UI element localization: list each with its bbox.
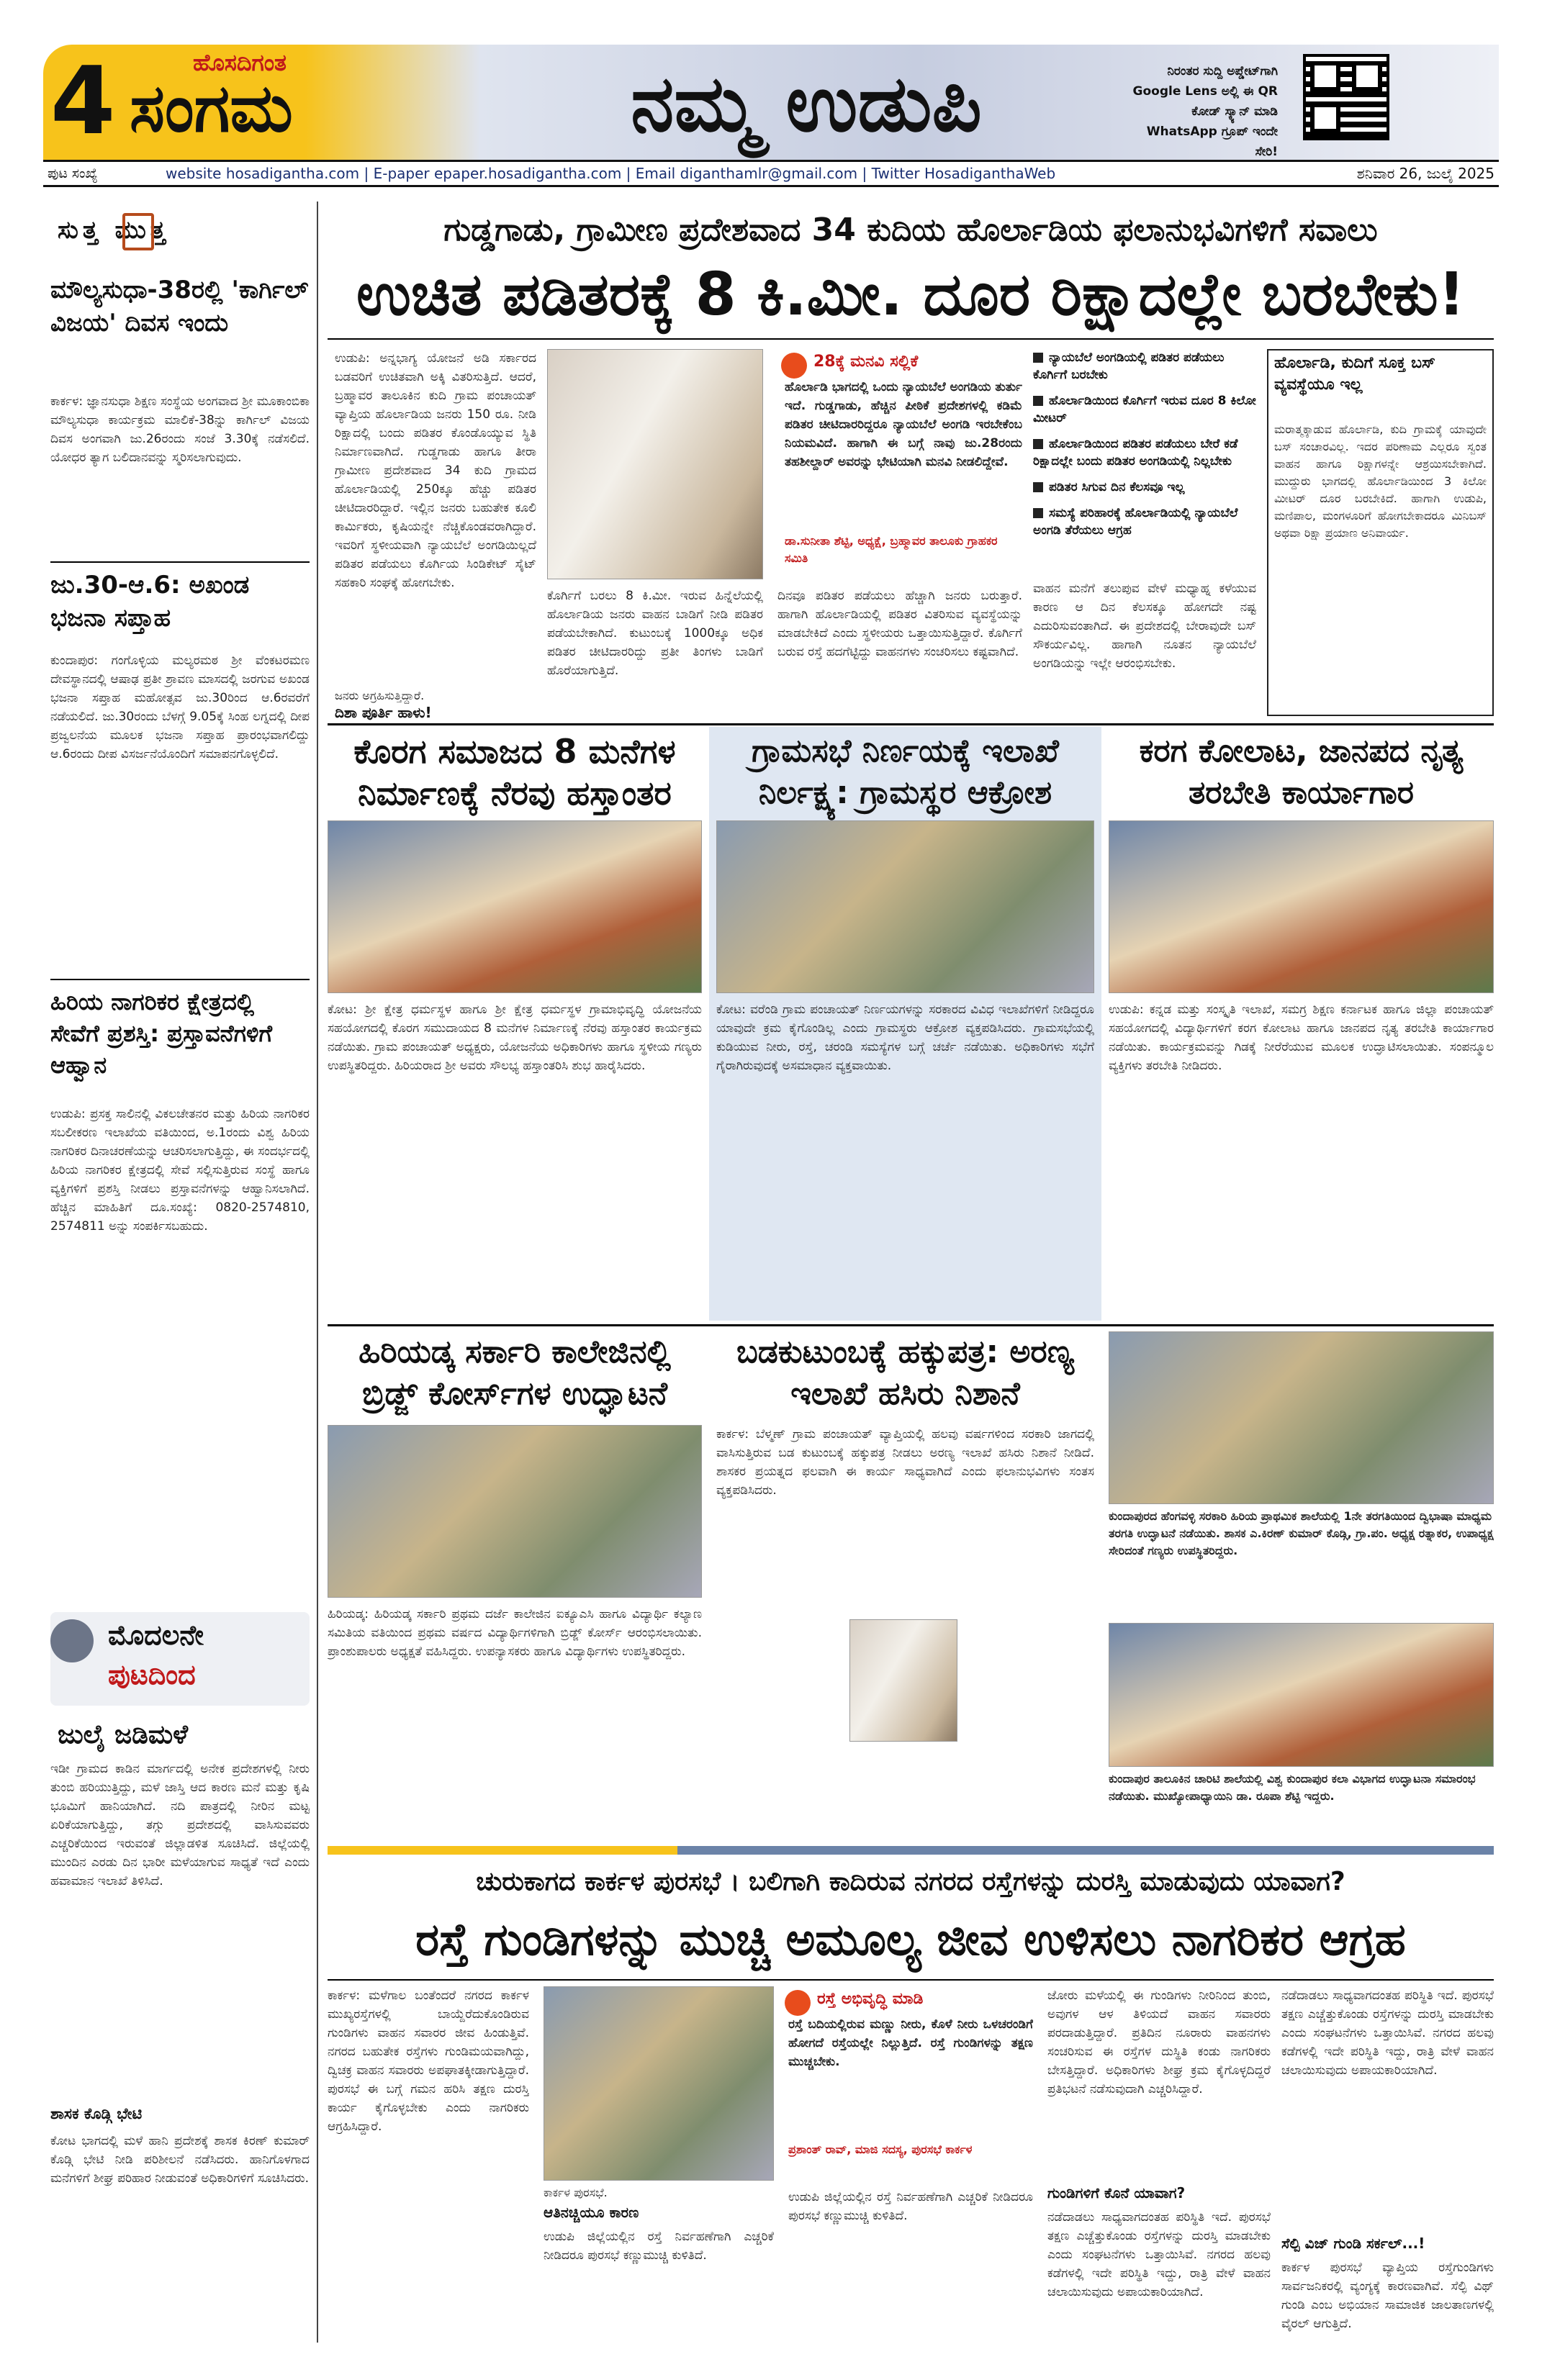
sidebar-title-3: ಹಿರಿಯ ನಾಗರಿಕರ ಕ್ಷೇತ್ರದಲ್ಲಿ ಸೇವೆಗೆ ಪ್ರಶಸ್ತಿ: ಪ್ರಸ್ತಾವನೆಗಳಿಗೆ ಆಹ್ವಾನ — [50, 988, 273, 1079]
bottom-text-3: ನಡೆದಾಡಲು ಸಾಧ್ಯವಾಗದಂತಹ ಪರಿಸ್ಥಿತಿ ಇದೆ. ಪುರಸಭೆ ತಕ್ಷಣ ಎಚ್ಚೆತ್ತುಕೊಂಡು ರಸ್ತೆಗಳನ್ನು ದುರಸ್ತಿ ಮಾಡಬೇಕು ಎಂದು ಸಂಘಟನೆಗಳು ಒತ್ತಾಯಿಸಿವೆ. ನಗರದ ಹಲವು ಕಡೆಗಳಲ್ಲಿ ಇದೇ ಪರಿಸ್ಥಿತಿ ಇದ್ದು, ರಾತ್ರಿ ವೇಳೆ ವಾಹನ ಚಲಾಯಿಸುವುದು ಅಪಾಯಕಾರಿಯಾಗಿದೆ. — [1047, 2210, 1271, 2299]
lead-kicker: ಗುಡ್ಡಗಾಡು, ಗ್ರಾಮೀಣ ಪ್ರದೇಶವಾದ 34 ಕುದಿಯ ಹೊರ್ಲಾಡಿಯ ಫಲಾನುಭವಿಗಳಿಗೆ ಸವಾಲು — [443, 212, 1378, 248]
side-box-title: ಹೊರ್ಲಾಡಿ, ಕುದಿಗೆ ಸೂಕ್ತ ಬಸ್ ವ್ಯವಸ್ಥೆಯೂ ಇಲ್ಲ — [1274, 354, 1435, 394]
bottom-quote-icon — [785, 1990, 811, 2016]
color-bar — [328, 1846, 1494, 1855]
sidebar-text-2: ಕುಂದಾಪುರ: ಗಂಗೊಳ್ಳಿಯ ಮಲ್ಯರಮಠ ಶ್ರೀ ವೆಂಕಟರಮಣ ದೇವಸ್ಥಾನದಲ್ಲಿ ಆಷಾಢ ಪ್ರತೀ ಶ್ರಾವಣ ಮಾಸದಲ್ಲಿ ಜರಗುವ ಅಖಂಡ ಭಜನಾ ಸಪ್ತಾಹ ಮಹೋತ್ಸವ ಜು.30ರಿಂದ ಆ.6ರವರೆಗೆ ನಡೆಯಲಿದೆ. ಜು.30ರಂದು ಬೆಳಗ್ಗೆ 9.05ಕ್ಕೆ ಸಿಂಹ ಲಗ್ನದಲ್ಲಿ ದೀಪ ಪ್ರಜ್ವಲನೆಯ ಮೂಲಕ ಭಜನಾ ಸಪ್ತಾಹ ಪ್ರಾರಂಭವಾಗಲಿದ್ದು ಆ.6ರಂದು ದೀಪ ವಿಸರ್ಜನೆಯೊಂದಿಗೆ ಸಮಾಪನಗೊಳ್ಳಲಿದೆ. — [50, 653, 310, 761]
list-item: ಹೊರ್ಲಾಡಿಯಿಂದ ಕೊರ್ಗಿಗೆ ಇರುವ ದೂರ 8 ಕಿಲೋ ಮೀಟರ್ — [1033, 394, 1256, 425]
bottom-text-5: ಕಾರ್ಕಳ ಪುರಸಭೆ ವ್ಯಾಪ್ತಿಯ ರಸ್ತೆಗುಂಡಿಗಳು ಸಾರ್ವಜನಿಕರಲ್ಲಿ ವ್ಯಂಗ್ಯಕ್ಕೆ ಕಾರಣವಾಗಿವೆ. ಸೆಲ್ಫಿ ವಿಥ್ ಗುಂಡಿ ಎಂಬ ಅಭಿಯಾನ ಸಾಮಾಜಿಕ ಜಾಲತಾಣಗಳಲ್ಲಿ ವೈರಲ್ ಆಗುತ್ತಿದೆ. — [1281, 2261, 1494, 2331]
story-caption-7: ಕುಂದಾಪುರ ತಾಲೂಕಿನ ಚಾರಿಟಿ ಶಾಲೆಯಲ್ಲಿ ವಿಶ್ವ ಕುಂದಾಪುರ ಕಲಾ ವಿಭಾಗದ ಉದ್ಘಾಟನಾ ಸಮಾರಂಭ ನಡೆಯಿತು. ಮುಖ್ಯೋಪಾಧ್ಯಾಯಿನಿ ಡಾ. ರೂಪಾ ಶೆಟ್ಟಿ ಇದ್ದರು. — [1109, 1772, 1476, 1803]
qr-code — [1303, 54, 1389, 140]
sidebar-header: ಸುತ್ತ ಮುತ್ತ — [58, 216, 170, 245]
pencil-icon — [50, 1619, 94, 1662]
story-photo-2 — [716, 820, 1094, 993]
first-page-text: ಇಡೀ ಗ್ರಾಮದ ಕಾಡಿನ ಮಾರ್ಗದಲ್ಲಿ ಅನೇಕ ಪ್ರದೇಶಗಳಲ್ಲಿ ನೀರು ತುಂಬಿ ಹರಿಯುತ್ತಿದ್ದು, ಮಳೆ ಜಾಸ್ತಿ ಆದ ಕಾರಣ ಮನೆ ಮತ್ತು ಕೃಷಿ ಭೂಮಿಗೆ ಹಾನಿಯಾಗಿದೆ. ನದಿ ಪಾತ್ರದಲ್ಲಿ ನೀರಿನ ಮಟ್ಟ ಏರಿಕೆಯಾಗುತ್ತಿದ್ದು, ತಗ್ಗು ಪ್ರದೇಶದಲ್ಲಿ ವಾಸಿಸುವವರು ಎಚ್ಚರಿಕೆಯಿಂದ ಇರುವಂತೆ ಜಿಲ್ಲಾಡಳಿತ ಸೂಚಿಸಿದೆ. ಜಿಲ್ಲೆಯಲ್ಲಿ ಮುಂದಿನ ಎರಡು ದಿನ ಭಾರೀ ಮಳೆಯಾಗುವ ಸಾಧ್ಯತೆ ಇದೆ ಎಂದು ಹವಾಮಾನ ಇಲಾಖೆ ತಿಳಿಸಿದೆ. — [50, 1762, 310, 1888]
divider — [328, 723, 1494, 725]
quote-text: ಹೊರ್ಲಾಡಿ ಭಾಗದಲ್ಲಿ ಒಂದು ನ್ಯಾಯಬೆಲೆ ಅಂಗಡಿಯ ತುರ್ತು ಇದೆ. ಗುಡ್ಡಗಾಡು, ಹೆಚ್ಚಿನ ಪೀಠಿಕೆ ಪ್ರದೇಶಗಳಲ್ಲಿ ಕಡಿಮೆ ಪಡಿತರ ಚೀಟಿದಾರರಿದ್ದರೂ ನ್ಯಾಯಬೆಲೆ ಅಂಗಡಿ ಇರಬೇಕೆಂಬ ನಿಯಮವಿದೆ. ಹಾಗಾಗಿ ಈ ಬಗ್ಗೆ ನಾವು ಜು.28ರಂದು ತಹಶೀಲ್ದಾರ್ ಅವರನ್ನು ಭೇಟಿಯಾಗಿ ಮನವಿ ನೀಡಲಿದ್ದೇವೆ. — [785, 380, 1022, 469]
brand-logo-small: ಹೊಸದಿಗಂತ — [193, 49, 287, 76]
bottom-subhead: ಆತಿನಚ್ಚಿಯೂ ಕಾರಣ — [544, 2204, 639, 2221]
story-photo-7 — [1109, 1623, 1494, 1767]
sidebar-text-3: ಉಡುಪಿ: ಪ್ರಸಕ್ತ ಸಾಲಿನಲ್ಲಿ ವಿಕಲಚೇತನರ ಮತ್ತು ಹಿರಿಯ ನಾಗರಿಕರ ಸಬಲೀಕರಣ ಇಲಾಖೆಯ ವತಿಯಿಂದ, ಅ.1ರಂದು ವಿಶ್ವ ಹಿರಿಯ ನಾಗರಿಕರ ದಿನಾಚರಣೆಯನ್ನು ಆಚರಿಸಲಾಗುತ್ತಿದ್ದು, ಈ ಸಂದರ್ಭದಲ್ಲಿ ಹಿರಿಯ ನಾಗರಿಕರ ಕ್ಷೇತ್ರದಲ್ಲಿ ಸೇವೆ ಸಲ್ಲಿಸುತ್ತಿರುವ ಸಂಸ್ಥೆ ಹಾಗೂ ವ್ಯಕ್ತಿಗಳಿಗೆ ಪ್ರಶಸ್ತಿ ನೀಡಲು ಪ್ರಸ್ತಾವನೆಗಳನ್ನು ಆಹ್ವಾನಿಸಲಾಗಿದೆ. ಹೆಚ್ಚಿನ ಮಾಹಿತಿಗೆ ದೂ.ಸಂಖ್ಯೆ: 0820-2574810, 2574811 ಅನ್ನು ಸಂಪರ್ಕಿಸಬಹುದು. — [50, 1107, 310, 1234]
story-text-5: ಕಾರ್ಕಳ: ಬೆಳ್ಮಣ್ ಗ್ರಾಮ ಪಂಚಾಯತ್ ವ್ಯಾಪ್ತಿಯಲ್ಲಿ ಹಲವು ವರ್ಷಗಳಿಂದ ಸರಕಾರಿ ಜಾಗದಲ್ಲಿ ವಾಸಿಸುತ್ತಿರುವ ಬಡ ಕುಟುಂಬಕ್ಕೆ ಹಕ್ಕುಪತ್ರ ನೀಡಲು ಅರಣ್ಯ ಇಲಾಖೆ ಹಸಿರು ನಿಶಾನೆ ನೀಡಿದೆ. ಶಾಸಕರ ಪ್ರಯತ್ನದ ಫಲವಾಗಿ ಈ ಕಾರ್ಯ ಸಾಧ್ಯವಾಗಿದೆ ಎಂದು ಫಲಾನುಭವಿಗಳು ಸಂತಸ ವ್ಯಕ್ತಪಡಿಸಿದರು. — [716, 1427, 1094, 1498]
story-text-4: ಹಿರಿಯಡ್ಕ: ಹಿರಿಯಡ್ಕ ಸರ್ಕಾರಿ ಪ್ರಥಮ ದರ್ಜೆ ಕಾಲೇಜಿನ ಐಕ್ಯೂಎಸಿ ಹಾಗೂ ವಿದ್ಯಾರ್ಥಿ ಕಲ್ಯಾಣ ಸಮಿತಿಯ ವತಿಯಿಂದ ಪ್ರಥಮ ವರ್ಷದ ವಿದ್ಯಾರ್ಥಿಗಳಿಗಾಗಿ ಬ್ರಿಡ್ಜ್ ಕೋರ್ಸ್ ಆರಂಭಿಸಲಾಯಿತು. ಪ್ರಾಂಶುಪಾಲರು ಅಧ್ಯಕ್ಷತೆ ವಹಿಸಿದ್ದರು. ಉಪನ್ಯಾಸಕರು ಹಾಗೂ ವಿದ್ಯಾರ್ಥಿಗಳು ಉಪಸ್ಥಿತರಿದ್ದರು. — [328, 1607, 702, 1659]
story-photo-4 — [328, 1425, 702, 1598]
bottom-quote-author: ಪ್ರಶಾಂತ್ ರಾವ್, ಮಾಜಿ ಸದಸ್ಯ, ಪುರಸಭೆ ಕಾರ್ಕಳ — [788, 2143, 973, 2156]
list-item: ಸಮಸ್ಯೆ ಪರಿಹಾರಕ್ಕೆ ಹೊರ್ಲಾಡಿಯಲ್ಲಿ ನ್ಯಾಯಬೆಲೆ ಅಂಗಡಿ ತೆರೆಯಲು ಆಗ್ರಹ — [1033, 506, 1238, 538]
story-text-3: ಉಡುಪಿ: ಕನ್ನಡ ಮತ್ತು ಸಂಸ್ಕೃತಿ ಇಲಾಖೆ, ಸಮಗ್ರ ಶಿಕ್ಷಣ ಕರ್ನಾಟಕ ಹಾಗೂ ಜಿಲ್ಲಾ ಪಂಚಾಯತ್ ಸಹಯೋಗದಲ್ಲಿ ವಿದ್ಯಾರ್ಥಿಗಳಿಗೆ ಕರಗ ಕೋಲಾಟ ಹಾಗೂ ಜಾನಪದ ನೃತ್ಯ ತರಬೇತಿ ಕಾರ್ಯಾಗಾರ ನಡೆಯಿತು. ಕಾರ್ಯಕ್ರಮವನ್ನು ಗಿಡಕ್ಕೆ ನೀರೆರೆಯುವ ಮೂಲಕ ಉದ್ಘಾಟಿಸಲಾಯಿತು. ಸಂಪನ್ಮೂಲ ವ್ಯಕ್ತಿಗಳು ತರಬೇತಿ ನೀಡಿದರು. — [1109, 1003, 1494, 1073]
strip-label: ಪುಟ ಸಂಖ್ಯೆ — [48, 166, 98, 181]
quote-icon — [781, 353, 807, 379]
book-icon — [122, 213, 154, 250]
page-number: 4 — [50, 46, 116, 155]
side-box-text: ಮರಾತ್ಮಕ್ಕಾಡುವ ಹೊರ್ಲಾಡಿ, ಕುದಿ ಗ್ರಾಮಕ್ಕೆ ಯಾವುದೇ ಬಸ್ ಸಂಚಾರವಿಲ್ಲ. ಇದರ ಪರಿಣಾಮ ಎಲ್ಲರೂ ಸ್ವಂತ ವಾಹನ ಹಾಗೂ ರಿಕ್ಷಾಗಳನ್ನೇ ಆಶ್ರಯಿಸಬೇಕಾಗಿದೆ. ಮುದ್ದುರು ಭಾಗದಲ್ಲಿ ಹೊರ್ಲಾಡಿಯಿಂದ 3 ಕಿಲೋ ಮೀಟರ್ ದೂರ ಬರಬೇಕಿದೆ. ಹಾಗಾಗಿ ಉಡುಪಿ, ಮಣಿಪಾಲ, ಮಂಗಳೂರಿಗೆ ಹೋಗಬೇಕಾದರೂ ಮಿನಿಬಸ್ ಅಥವಾ ರಿಕ್ಷಾ ಪ್ರಯಾಣ ಅನಿವಾರ್ಯ. — [1274, 422, 1487, 540]
road-photo-caption: ಕಾರ್ಕಳ ಪುರಸಭೆ. — [544, 2186, 608, 2199]
story-photo-1 — [328, 820, 702, 993]
list-item: ಪಡಿತರ ಸಿಗುವ ದಿನ ಕೆಲಸವೂ ಇಲ್ಲ — [1033, 479, 1256, 496]
bottom-quote-title: ರಸ್ತೆ ಅಭಿವೃದ್ಧಿ ಮಾಡಿ — [817, 1990, 924, 2008]
story-photo-6 — [1109, 1331, 1494, 1504]
lead-body-2: ಕೊರ್ಗಿಗೆ ಬರಲು 8 ಕಿ.ಮೀ. ಇರುವ ಹಿನ್ನೆಲೆಯಲ್ಲಿ ಹೊರ್ಲಾಡಿಯ ಜನರು ವಾಹನ ಬಾಡಿಗೆ ನೀಡಿ ಪಡಿತರ ಪಡೆಯಬೇಕಾಗಿದೆ. ಕುಟುಂಬಕ್ಕೆ 1000ಕ್ಕೂ ಅಧಿಕ ಪಡಿತರ ಚೀಟಿದಾರರಿದ್ದು ಪ್ರತೀ ತಿಂಗಳು ಬಾಡಿಗೆ ಹೊರೆಯಾಗುತ್ತಿದೆ. — [547, 589, 763, 678]
story-headline-2: ಗ್ರಾಮಸಭೆ ನಿರ್ಣಯಕ್ಕೆ ಇಲಾಖೆ ನಿರ್ಲಕ್ಷ್ಯ: ಗ್ರಾಮಸ್ಥರ ಆಕ್ರೋಶ — [752, 733, 1059, 811]
bottom-headline: ರಸ್ತೆ ಗುಂಡಿಗಳನ್ನು ಮುಚ್ಚಿ ಅಮೂಲ್ಯ ಜೀವ ಉಳಿಸಲು ನಾಗರಿಕರ ಆಗ್ರಹ — [415, 1913, 1406, 1965]
bottom-subhead-2: ಗುಂಡಿಗಳಿಗೆ ಕೊನೆ ಯಾವಾಗ? — [1047, 2184, 1186, 2202]
first-page-text-2: ಕೋಟ ಭಾಗದಲ್ಲಿ ಮಳೆ ಹಾನಿ ಪ್ರದೇಶಕ್ಕೆ ಶಾಸಕ ಕಿರಣ್ ಕುಮಾರ್ ಕೊಡ್ಗಿ ಭೇಟಿ ನೀಡಿ ಪರಿಶೀಲನೆ ನಡೆಸಿದರು. ಹಾನಿಗೊಳಗಾದ ಮನೆಗಳಿಗೆ ಶೀಘ್ರ ಪರಿಹಾರ ನೀಡುವಂತೆ ಅಧಿಕಾರಿಗಳಿಗೆ ಸೂಚಿಸಿದರು. — [50, 2134, 310, 2186]
qr-instructions: ನಿರಂತರ ಸುದ್ದಿ ಅಪ್ಡೇಟ್‌ಗಾಗಿ Google Lens ಅಲ್ಲಿ ಈ QR ಕೋಡ್ ಸ್ಕ್ಯಾನ್ ಮಾಡಿ WhatsApp ಗ್ರೂಪ್ ಇಂದೇ ಸೇರಿ! — [1132, 64, 1278, 159]
bottom-text-under: ಉಡುಪಿ ಜಿಲ್ಲೆಯಲ್ಲಿನ ರಸ್ತೆ ನಿರ್ವಹಣೆಗಾಗಿ ಎಚ್ಚರಿಕೆ ನೀಡಿದರೂ ಪುರಸಭೆ ಕಣ್ಣುಮುಚ್ಚಿ ಕುಳಿತಿದೆ. — [544, 2230, 774, 2263]
divider — [50, 979, 310, 980]
first-page-title: ಜುಲೈ ಜಡಿಮಳೆ — [58, 1720, 189, 1750]
divider — [50, 561, 310, 563]
bullet-list — [1033, 349, 1256, 572]
strip-links[interactable]: website hosadigantha.com | E-paper epaper.hosadigantha.com | Email diganthamlr@gmail.com | Twitter HosadiganthaWeb — [166, 165, 1056, 182]
bottom-text-2: ಜೋರು ಮಳೆಯಲ್ಲಿ ಈ ಗುಂಡಿಗಳು ನೀರಿನಿಂದ ತುಂಬಿ, ಅವುಗಳ ಆಳ ತಿಳಿಯದೆ ವಾಹನ ಸವಾರರು ಪರದಾಡುತ್ತಿದ್ದಾರೆ. ಪ್ರತಿದಿನ ನೂರಾರು ವಾಹನಗಳು ಸಂಚರಿಸುವ ಈ ರಸ್ತೆಗಳ ದುಸ್ಥಿತಿ ಕಂಡು ನಾಗರಿಕರು ಬೇಸತ್ತಿದ್ದಾರೆ. ಅಧಿಕಾರಿಗಳು ಶೀಘ್ರ ಕ್ರಮ ಕೈಗೊಳ್ಳದಿದ್ದರೆ ಪ್ರತಿಭಟನೆ ನಡೆಸುವುದಾಗಿ ಎಚ್ಚರಿಸಿದ್ದಾರೆ. — [1047, 1988, 1271, 2096]
story-headline-1: ಕೊರಗ ಸಮಾಜದ 8 ಮನೆಗಳ ನಿರ್ಮಾಣಕ್ಕೆ ನೆರವು ಹಸ್ತಾಂತರ — [353, 732, 676, 813]
bottom-quote-text: ರಸ್ತೆ ಬದಿಯಲ್ಲಿರುವ ಮಣ್ಣು ನೀರು, ಕೊಳೆ ನೀರು ಒಳಚರಂಡಿಗೆ ಹೋಗದೆ ರಸ್ತೆಯಲ್ಲೇ ನಿಲ್ಲುತ್ತಿದೆ. ರಸ್ತೆ ಗುಂಡಿಗಳನ್ನು ತಕ್ಷಣ ಮುಚ್ಚಬೇಕು. — [788, 2017, 1033, 2069]
quote-author: ಡಾ.ಸುನೀತಾ ಶೆಟ್ಟಿ, ಅಧ್ಯಕ್ಷೆ, ಬ್ರಹ್ಮಾವರ ತಾಲೂಕು ಗ್ರಾಹಕರ ಸಮಿತಿ — [785, 534, 998, 565]
bottom-text-4: ನಡೆದಾಡಲು ಸಾಧ್ಯವಾಗದಂತಹ ಪರಿಸ್ಥಿತಿ ಇದೆ. ಪುರಸಭೆ ತಕ್ಷಣ ಎಚ್ಚೆತ್ತುಕೊಂಡು ರಸ್ತೆಗಳನ್ನು ದುರಸ್ತಿ ಮಾಡಬೇಕು ಎಂದು ಸಂಘಟನೆಗಳು ಒತ್ತಾಯಿಸಿವೆ. ನಗರದ ಹಲವು ಕಡೆಗಳಲ್ಲಿ ಇದೇ ಪರಿಸ್ಥಿತಿ ಇದ್ದು, ರಾತ್ರಿ ವೇಳೆ ವಾಹನ ಚಲಾಯಿಸುವುದು ಅಪಾಯಕಾರಿಯಾಗಿದೆ. — [1281, 1988, 1494, 2078]
story-headline-5: ಬಡಕುಟುಂಬಕ್ಕೆ ಹಕ್ಕುಪತ್ರ: ಅರಣ್ಯ ಇಲಾಖೆ ಹಸಿರು ನಿಶಾನೆ — [736, 1334, 1074, 1412]
story-headline-4: ಹಿರಿಯಡ್ಕ ಸರ್ಕಾರಿ ಕಾಲೇಜಿನಲ್ಲಿ ಬ್ರಿಡ್ಜ್ ಕೋರ್ಸ್‌ಗಳ ಉದ್ಘಾಟನೆ — [359, 1334, 671, 1412]
lead-body-4: ವಾಹನ ಮನೆಗೆ ತಲುಪುವ ವೇಳೆ ಮಧ್ಯಾಹ್ನ ಕಳೆಯುವ ಕಾರಣ ಆ ದಿನ ಕೆಲಸಕ್ಕೂ ಹೋಗದೇ ನಷ್ಟ ಎದುರಿಸುವಂತಾಗಿದೆ. ಈ ಪ್ರದೇಶದಲ್ಲಿ ಬೇರಾವುದೇ ಬಸ್ ಸೌಕರ್ಯವಿಲ್ಲ. ಹಾಗಾಗಿ ನೂತನ ನ್ಯಾಯಬೆಲೆ ಅಂಗಡಿಯನ್ನು ಇಲ್ಲೇ ಆರಂಭಿಸಬೇಕು. — [1033, 582, 1256, 671]
road-photo — [544, 1986, 774, 2181]
sidebar-title-1: ಮೌಲ್ಯಸುಧಾ-38ರಲ್ಲಿ 'ಕಾರ್ಗಿಲ್ ವಿಜಯ' ದಿವಸ ಇಂದು — [50, 276, 309, 338]
first-page-label: ಮೊದಲನೇ — [108, 1619, 204, 1651]
edition-title: ನಮ್ಮ ಉಡುಪಿ — [631, 59, 982, 149]
divider — [328, 1324, 1494, 1326]
lead-subhead: ದಿಶಾ ಪೂರ್ತಿ ಹಾಳು! — [335, 704, 432, 721]
story-caption-6: ಕುಂದಾಪುರದ ಹೆಂಗವಳ್ಳಿ ಸರಕಾರಿ ಹಿರಿಯ ಪ್ರಾಥಮಿಕ ಶಾಲೆಯಲ್ಲಿ 1ನೇ ತರಗತಿಯಿಂದ ದ್ವಿಭಾಷಾ ಮಾಧ್ಯಮ ತರಗತಿ ಉದ್ಘಾಟನೆ ನಡೆಯಿತು. ಶಾಸಕ ಎ.ಕಿರಣ್ ಕುಮಾರ್ ಕೊಡ್ಗಿ, ಗ್ರಾ.ಪಂ. ಅಧ್ಯಕ್ಷ ರತ್ನಾಕರ, ಉಪಾಧ್ಯಕ್ಷ ಸೇರಿದಂತೆ ಗಣ್ಯರು ಉಪಸ್ಥಿತರಿದ್ದರು. — [1109, 1509, 1494, 1557]
photo-caption: ಜನರು ಅಗ್ರಹಿಸುತ್ತಿದ್ದಾರೆ. — [335, 689, 425, 702]
list-item: ನ್ಯಾಯಬೆಲೆ ಅಂಗಡಿಯಲ್ಲಿ ಪಡಿತರ ಪಡೆಯಲು ಕೊರ್ಗಿಗೆ ಬರಬೇಕು — [1033, 350, 1225, 382]
story-text-1: ಕೋಟ: ಶ್ರೀ ಕ್ಷೇತ್ರ ಧರ್ಮಸ್ಥಳ ಹಾಗೂ ಶ್ರೀ ಕ್ಷೇತ್ರ ಧರ್ಮಸ್ಥಳ ಗ್ರಾಮಾಭಿವೃದ್ಧಿ ಯೋಜನೆಯ ಸಹಯೋಗದಲ್ಲಿ ಕೊರಗ ಸಮುದಾಯದ 8 ಮನೆಗಳ ನಿರ್ಮಾಣಕ್ಕೆ ನೆರವು ಹಸ್ತಾಂತರ ಕಾರ್ಯಕ್ರಮ ನಡೆಯಿತು. ಗ್ರಾಮ ಪಂಚಾಯತ್ ಅಧ್ಯಕ್ಷರು, ಯೋಜನೆಯ ಅಧಿಕಾರಿಗಳು ಹಾಗೂ ಸ್ಥಳೀಯ ಗಣ್ಯರು ಉಪಸ್ಥಿತರಿದ್ದರು. ಹಿರಿಯರಾದ ಶ್ರೀ ಅವರು ಸೌಲಭ್ಯ ಹಸ್ತಾಂತರಿಸಿ ಶುಭ ಹಾರೈಸಿದರು. — [328, 1003, 702, 1073]
first-page-label-2: ಪುಟದಿಂದ — [108, 1659, 196, 1691]
date: ಶನಿವಾರ 26, ಜುಲೈ 2025 — [1356, 165, 1494, 182]
list-item: ಹೊರ್ಲಾಡಿಯಿಂದ ಪಡಿತರ ಪಡೆಯಲು ಬೇರೆ ಕಡೆ ರಿಕ್ಷಾದಲ್ಲೇ ಬಂದು ಪಡಿತರ ಅಂಗಡಿಯಲ್ಲಿ ನಿಲ್ಲಬೇಕು — [1033, 437, 1238, 469]
first-page-subhead: ಶಾಸಕ ಕೊಡ್ಗಿ ಭೇಟಿ — [50, 2105, 143, 2122]
sidebar-title-2: ಜು.30-ಆ.6: ಅಖಂಡ ಭಜನಾ ಸಪ್ತಾಹ — [50, 571, 250, 633]
rice-photo — [547, 349, 763, 579]
story-photo-3 — [1109, 820, 1494, 993]
brand-logo: ಸಂಗಮ — [130, 70, 293, 147]
lead-headline: ಉಚಿತ ಪಡಿತರಕ್ಕೆ 8 ಕಿ.ಮೀ. ದೂರ ರಿಕ್ಷಾದಲ್ಲೇ ಬರಬೇಕು! — [356, 261, 1465, 329]
bottom-text-mid: ಉಡುಪಿ ಜಿಲ್ಲೆಯಲ್ಲಿನ ರಸ್ತೆ ನಿರ್ವಹಣೆಗಾಗಿ ಎಚ್ಚರಿಕೆ ನೀಡಿದರೂ ಪುರಸಭೆ ಕಣ್ಣುಮುಚ್ಚಿ ಕುಳಿತಿದೆ. — [788, 2190, 1033, 2223]
bottom-subhead-3: ಸೆಲ್ಪಿ ವಿಜ್ ಗುಂಡಿ ಸರ್ಕಲ್...! — [1281, 2235, 1425, 2252]
bottom-text-1: ಕಾರ್ಕಳ: ಮಳೆಗಾಲ ಬಂತೆಂದರೆ ನಗರದ ಕಾರ್ಕಳ ಮುಖ್ಯರಸ್ತೆಗಳಲ್ಲಿ ಬಾಯ್ದೆರೆದುಕೊಂಡಿರುವ ಗುಂಡಿಗಳು ವಾಹನ ಸವಾರರ ಜೀವ ಹಿಂಡುತ್ತಿವೆ. ನಗರದ ಬಹುತೇಕ ರಸ್ತೆಗಳು ಗುಂಡಿಮಯವಾಗಿದ್ದು, ದ್ವಿಚಕ್ರ ವಾಹನ ಸವಾರರು ಅಪಘಾತಕ್ಕೀಡಾಗುತ್ತಿದ್ದಾರೆ. ಪುರಸಭೆ ಈ ಬಗ್ಗೆ ಗಮನ ಹರಿಸಿ ತಕ್ಷಣ ದುರಸ್ತಿ ಕಾರ್ಯ ಕೈಗೊಳ್ಳಬೇಕು ಎಂದು ನಾಗರಿಕರು ಆಗ್ರಹಿಸಿದ್ದಾರೆ. — [328, 1988, 529, 2134]
lead-body: ಉಡುಪಿ: ಅನ್ನಭಾಗ್ಯ ಯೋಜನೆ ಅಡಿ ಸರ್ಕಾರದ ಬಡವರಿಗೆ ಉಚಿತವಾಗಿ ಅಕ್ಕಿ ವಿತರಿಸುತ್ತಿದೆ. ಆದರೆ, ಬ್ರಹ್ಮಾವರ ತಾಲೂಕಿನ ಕುದಿ ಗ್ರಾಮ ಪಂಚಾಯತ್ ವ್ಯಾಪ್ತಿಯ ಹೊರ್ಲಾಡಿಯ ಜನರು 150 ರೂ. ನೀಡಿ ರಿಕ್ಷಾದಲ್ಲಿ ಬಂದು ಪಡಿತರ ಕೊಂಡೊಯ್ಯುವ ಸ್ಥಿತಿ ನಿರ್ಮಾಣವಾಗಿದೆ. ಗುಡ್ಡಗಾಡು ಹಾಗೂ ತೀರಾ ಗ್ರಾಮೀಣ ಪ್ರದೇಶವಾದ 34 ಕುದಿ ಗ್ರಾಮದ ಹೊರ್ಲಾಡಿಯಲ್ಲಿ 250ಕ್ಕೂ ಹೆಚ್ಚು ಪಡಿತರ ಚೀಟಿದಾರರಿದ್ದಾರೆ. ಇಲ್ಲಿನ ಜನರು ಬಹುತೇಕ ಕೂಲಿ ಕಾರ್ಮಿಕರು, ಕೃಷಿಯನ್ನೇ ನೆಚ್ಚಿಕೊಂಡವರಾಗಿದ್ದಾರೆ. ಇವರಿಗೆ ಸ್ಥಳೀಯವಾಗಿ ನ್ಯಾಯಬೆಲೆ ಅಂಗಡಿಯಿಲ್ಲದೆ ಪಡಿತರ ಪಡೆಯಲು ಕೊರ್ಗಿಯ ಸಿಂಡಿಕೇಟ್ ಸೈಟ್ ಸಹಕಾರಿ ಸಂಘಕ್ಕೆ ಹೋಗಬೇಕು. — [335, 351, 536, 590]
story-text-2: ಕೋಟ: ವರೆಂಡಿ ಗ್ರಾಮ ಪಂಚಾಯತ್ ನಿರ್ಣಯಗಳನ್ನು ಸರಕಾರದ ವಿವಿಧ ಇಲಾಖೆಗಳಿಗೆ ನೀಡಿದ್ದರೂ ಯಾವುದೇ ಕ್ರಮ ಕೈಗೊಂಡಿಲ್ಲ ಎಂದು ಗ್ರಾಮಸ್ಥರು ಆಕ್ರೋಶ ವ್ಯಕ್ತಪಡಿಸಿದರು. ಗ್ರಾಮಸಭೆಯಲ್ಲಿ ಕುಡಿಯುವ ನೀರು, ರಸ್ತೆ, ಚರಂಡಿ ಸಮಸ್ಯೆಗಳ ಬಗ್ಗೆ ಚರ್ಚೆ ನಡೆಯಿತು. ಅಧಿಕಾರಿಗಳು ಸಭೆಗೆ ಗೈರಾಗಿರುವುದಕ್ಕೆ ಅಸಮಾಧಾನ ವ್ಯಕ್ತವಾಯಿತು. — [716, 1003, 1094, 1073]
sidebar-text-1: ಕಾರ್ಕಳ: ಜ್ಞಾನಸುಧಾ ಶಿಕ್ಷಣ ಸಂಸ್ಥೆಯ ಅಂಗವಾದ ಶ್ರೀ ಮೂಕಾಂಬಿಕಾ ಮೌಲ್ಯಸುಧಾ ಕಾರ್ಯಕ್ರಮ ಮಾಲಿಕೆ-38ನ್ನು ಕಾರ್ಗಿಲ್ ವಿಜಯ ದಿವಸ ಅಂಗವಾಗಿ ಜು.26ರಂದು ಸಂಜೆ 3.30ಕ್ಕೆ ನಡೆಸಲಿದೆ. ಯೋಧರ ತ್ಯಾಗ ಬಲಿದಾನವನ್ನು ಸ್ಮರಿಸಲಾಗುವುದು. — [50, 394, 310, 465]
divider — [328, 1979, 1494, 1981]
quote-title: 28ಕ್ಕೆ ಮನವಿ ಸಲ್ಲಿಕೆ — [813, 353, 919, 371]
portrait-photo — [849, 1619, 957, 1742]
bottom-kicker: ಚುರುಕಾಗದ ಕಾರ್ಕಳ ಪುರಸಭೆ । ಬಲಿಗಾಗಿ ಕಾದಿರುವ ನಗರದ ರಸ್ತೆಗಳನ್ನು ದುರಸ್ತಿ ಮಾಡುವುದು ಯಾವಾಗ? — [476, 1867, 1345, 1896]
story-headline-3: ಕರಗ ಕೋಲಾಟ, ಜಾನಪದ ನೃತ್ಯ ತರಬೇತಿ ಕಾರ್ಯಾಗಾರ — [1139, 733, 1464, 811]
divider — [328, 338, 1494, 340]
lead-body-3: ದಿನವೂ ಪಡಿತರ ಪಡೆಯಲು ಹೆಚ್ಚಾಗಿ ಜನರು ಬರುತ್ತಾರೆ. ಹಾಗಾಗಿ ಹೊರ್ಲಾಡಿಯಲ್ಲಿ ಪಡಿತರ ವಿತರಿಸುವ ವ್ಯವಸ್ಥೆಯನ್ನು ಮಾಡಬೇಕಿದೆ ಎಂದು ಸ್ಥಳೀಯರು ಒತ್ತಾಯಿಸುತ್ತಿದ್ದಾರೆ. ಕೊರ್ಗಿಗೆ ಬರುವ ರಸ್ತೆ ಹದಗೆಟ್ಟಿದ್ದು ವಾಹನಗಳು ಸಂಚರಿಸಲು ಕಷ್ಟವಾಗಿದೆ. — [777, 589, 1022, 659]
